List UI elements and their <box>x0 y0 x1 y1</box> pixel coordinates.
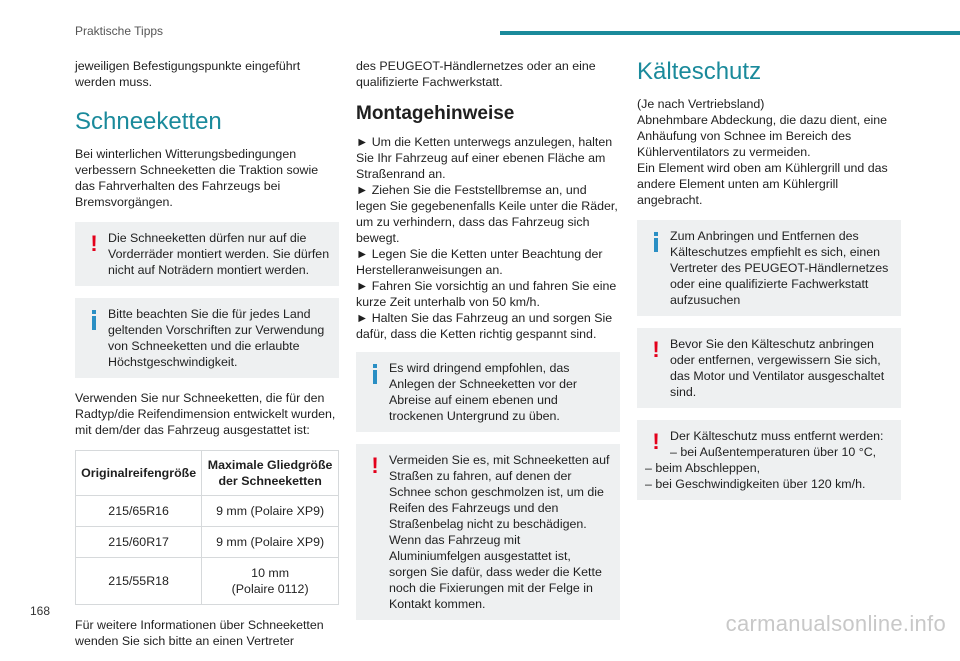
info-text: Es wird dringend empfohlen, das Anlegen der Schneeketten vor der Abreise auf einem ebenen und trockenen Untergrund zu üben. <box>389 361 578 423</box>
watermark: carmanualsonline.info <box>725 611 946 636</box>
table-cell-line: (Polaire 0112) <box>231 582 309 596</box>
continuation-text: jeweiligen Befestigungspunkte eingeführt werden muss. <box>75 59 301 89</box>
table-row <box>76 496 339 527</box>
warning-icon: ! <box>371 453 379 478</box>
text-line: Ein Element wird oben am Kühlergrill und das andere Element unten am Kühlergrill angebracht. <box>637 161 888 207</box>
section-heading-montagehinweise: Montagehinweise <box>356 103 515 124</box>
info-box <box>356 352 620 432</box>
table-header-cell: Originalreifengröße <box>76 451 202 496</box>
list-item: ► Halten Sie das Fahrzeug an und sorgen Sie dafür, dass die Ketten richtig gespannt sind. <box>356 311 613 341</box>
table-cell: 215/60R17 <box>76 527 202 558</box>
warning-box <box>637 328 901 408</box>
warning-icon: ! <box>90 231 98 256</box>
warning-icon: ! <box>652 337 660 362</box>
info-icon <box>648 232 664 252</box>
table-row <box>76 558 339 605</box>
column-1 <box>75 58 339 661</box>
step-list <box>356 134 620 342</box>
section-heading-kaelteschutz: Kälteschutz <box>637 58 762 85</box>
list-item: – bei Geschwindigkeiten über 120 km/h. <box>645 477 866 491</box>
warning-box <box>637 420 901 500</box>
list-item: ► Um die Ketten unterwegs anzulegen, halten Sie Ihr Fahrzeug auf einer ebenen Fläche am Straßenrand an. <box>356 135 613 181</box>
running-header: Praktische Tipps <box>75 24 164 38</box>
table-header-cell: Maximale Gliedgröße der Schneeketten <box>202 451 339 496</box>
info-icon <box>86 310 102 330</box>
info-box <box>75 298 339 378</box>
table-cell-line: 10 mm <box>251 566 290 580</box>
list-item: ► Fahren Sie vorsichtig an und fahren Sie eine kurze Zeit unterhalb von 50 km/h. <box>356 279 617 309</box>
table-row <box>76 527 339 558</box>
table-cell: 9 mm (Polaire XP9) <box>202 527 339 558</box>
list-item: – bei Außentemperaturen über 10 °C, <box>670 445 877 459</box>
info-text: Bitte beachten Sie die für jedes Land geltenden Vorschriften zur Verwendung von Schneeketten und die erlaubte Höchstgeschwindigkeit. <box>108 307 325 369</box>
list-item: – beim Abschleppen, <box>645 461 761 475</box>
warning-text: Vermeiden Sie es, mit Schneeketten auf Straßen zu fahren, auf denen der Schnee schon geschmolzen ist, um die Reifen des Fahrzeugs und den Straßenbelag nicht zu beschädigen. Wenn das Fahrzeug mit Aluminiumfelgen ausgestattet ist, sorgen Sie dafür, dass weder die Kette noch die Fixierungen mit der Felge in Kontakt kommen. <box>389 453 610 611</box>
column-2 <box>356 58 620 632</box>
warning-text: Die Schneeketten dürfen nur auf die Vorderräder montiert werden. Sie dürfen nicht auf Noträdern montiert werden. <box>108 231 330 277</box>
table-cell: 215/65R16 <box>76 496 202 527</box>
paragraph: Bei winterlichen Witterungsbedingungen verbessern Schneeketten die Traktion sowie das Fahrverhalten des Fahrzeugs bei Bremsvorgängen. <box>75 147 319 209</box>
snow-chain-table <box>75 450 339 605</box>
section-heading-schneeketten: Schneeketten <box>75 108 222 135</box>
warning-lead: Der Kälteschutz muss entfernt werden: <box>670 429 884 443</box>
table-cell: 9 mm (Polaire XP9) <box>202 496 339 527</box>
continuation-text: des PEUGEOT-Händlernetzes oder an eine qualifizierte Fachwerkstatt. <box>356 59 596 89</box>
warning-text: Bevor Sie den Kälteschutz anbringen oder entfernen, vergewissern Sie sich, das Motor und Ventilator ausgeschaltet sind. <box>670 337 885 399</box>
table-cell: 215/55R18 <box>76 558 202 605</box>
page-number: 168 <box>30 604 51 618</box>
column-3 <box>637 58 901 512</box>
info-icon <box>367 364 383 384</box>
paragraph <box>637 96 901 208</box>
paragraph: Verwenden Sie nur Schneeketten, die für den Radtyp/die Reifendimension entwickelt wurden, mit dem/der das Fahrzeug ausgestattet ist: <box>75 391 336 437</box>
info-text: Zum Anbringen und Entfernen des Kälteschutzes empfiehlt es sich, einen Vertreter des PEUGEOT-Händlernetzes oder eine qualifizierte Fachwerkstatt aufzusuchen <box>670 229 889 307</box>
list-item: ► Legen Sie die Ketten unter Beachtung der Herstelleranweisungen an. <box>356 247 603 277</box>
text-line: Abnehmbare Abdeckung, die dazu dient, eine Anhäufung von Schnee im Bereich des Kühlerventilators zu vermeiden. <box>637 113 888 159</box>
warning-icon: ! <box>652 429 660 454</box>
paragraph: Für weitere Informationen über Schneeketten wenden Sie sich bitte an einen Vertreter <box>75 618 324 648</box>
table-header-row <box>76 451 339 496</box>
header-accent-bar <box>500 31 960 35</box>
list-item: ► Ziehen Sie die Feststellbremse an, und legen Sie gegebenenfalls Keile unter die Räder, um zu verhindern, dass das Fahrzeug sich bewegt. <box>356 183 618 245</box>
info-box <box>637 220 901 316</box>
table-cell <box>202 558 339 605</box>
warning-box <box>75 222 339 286</box>
text-line: (Je nach Vertriebsland) <box>637 97 765 111</box>
warning-box <box>356 444 620 620</box>
